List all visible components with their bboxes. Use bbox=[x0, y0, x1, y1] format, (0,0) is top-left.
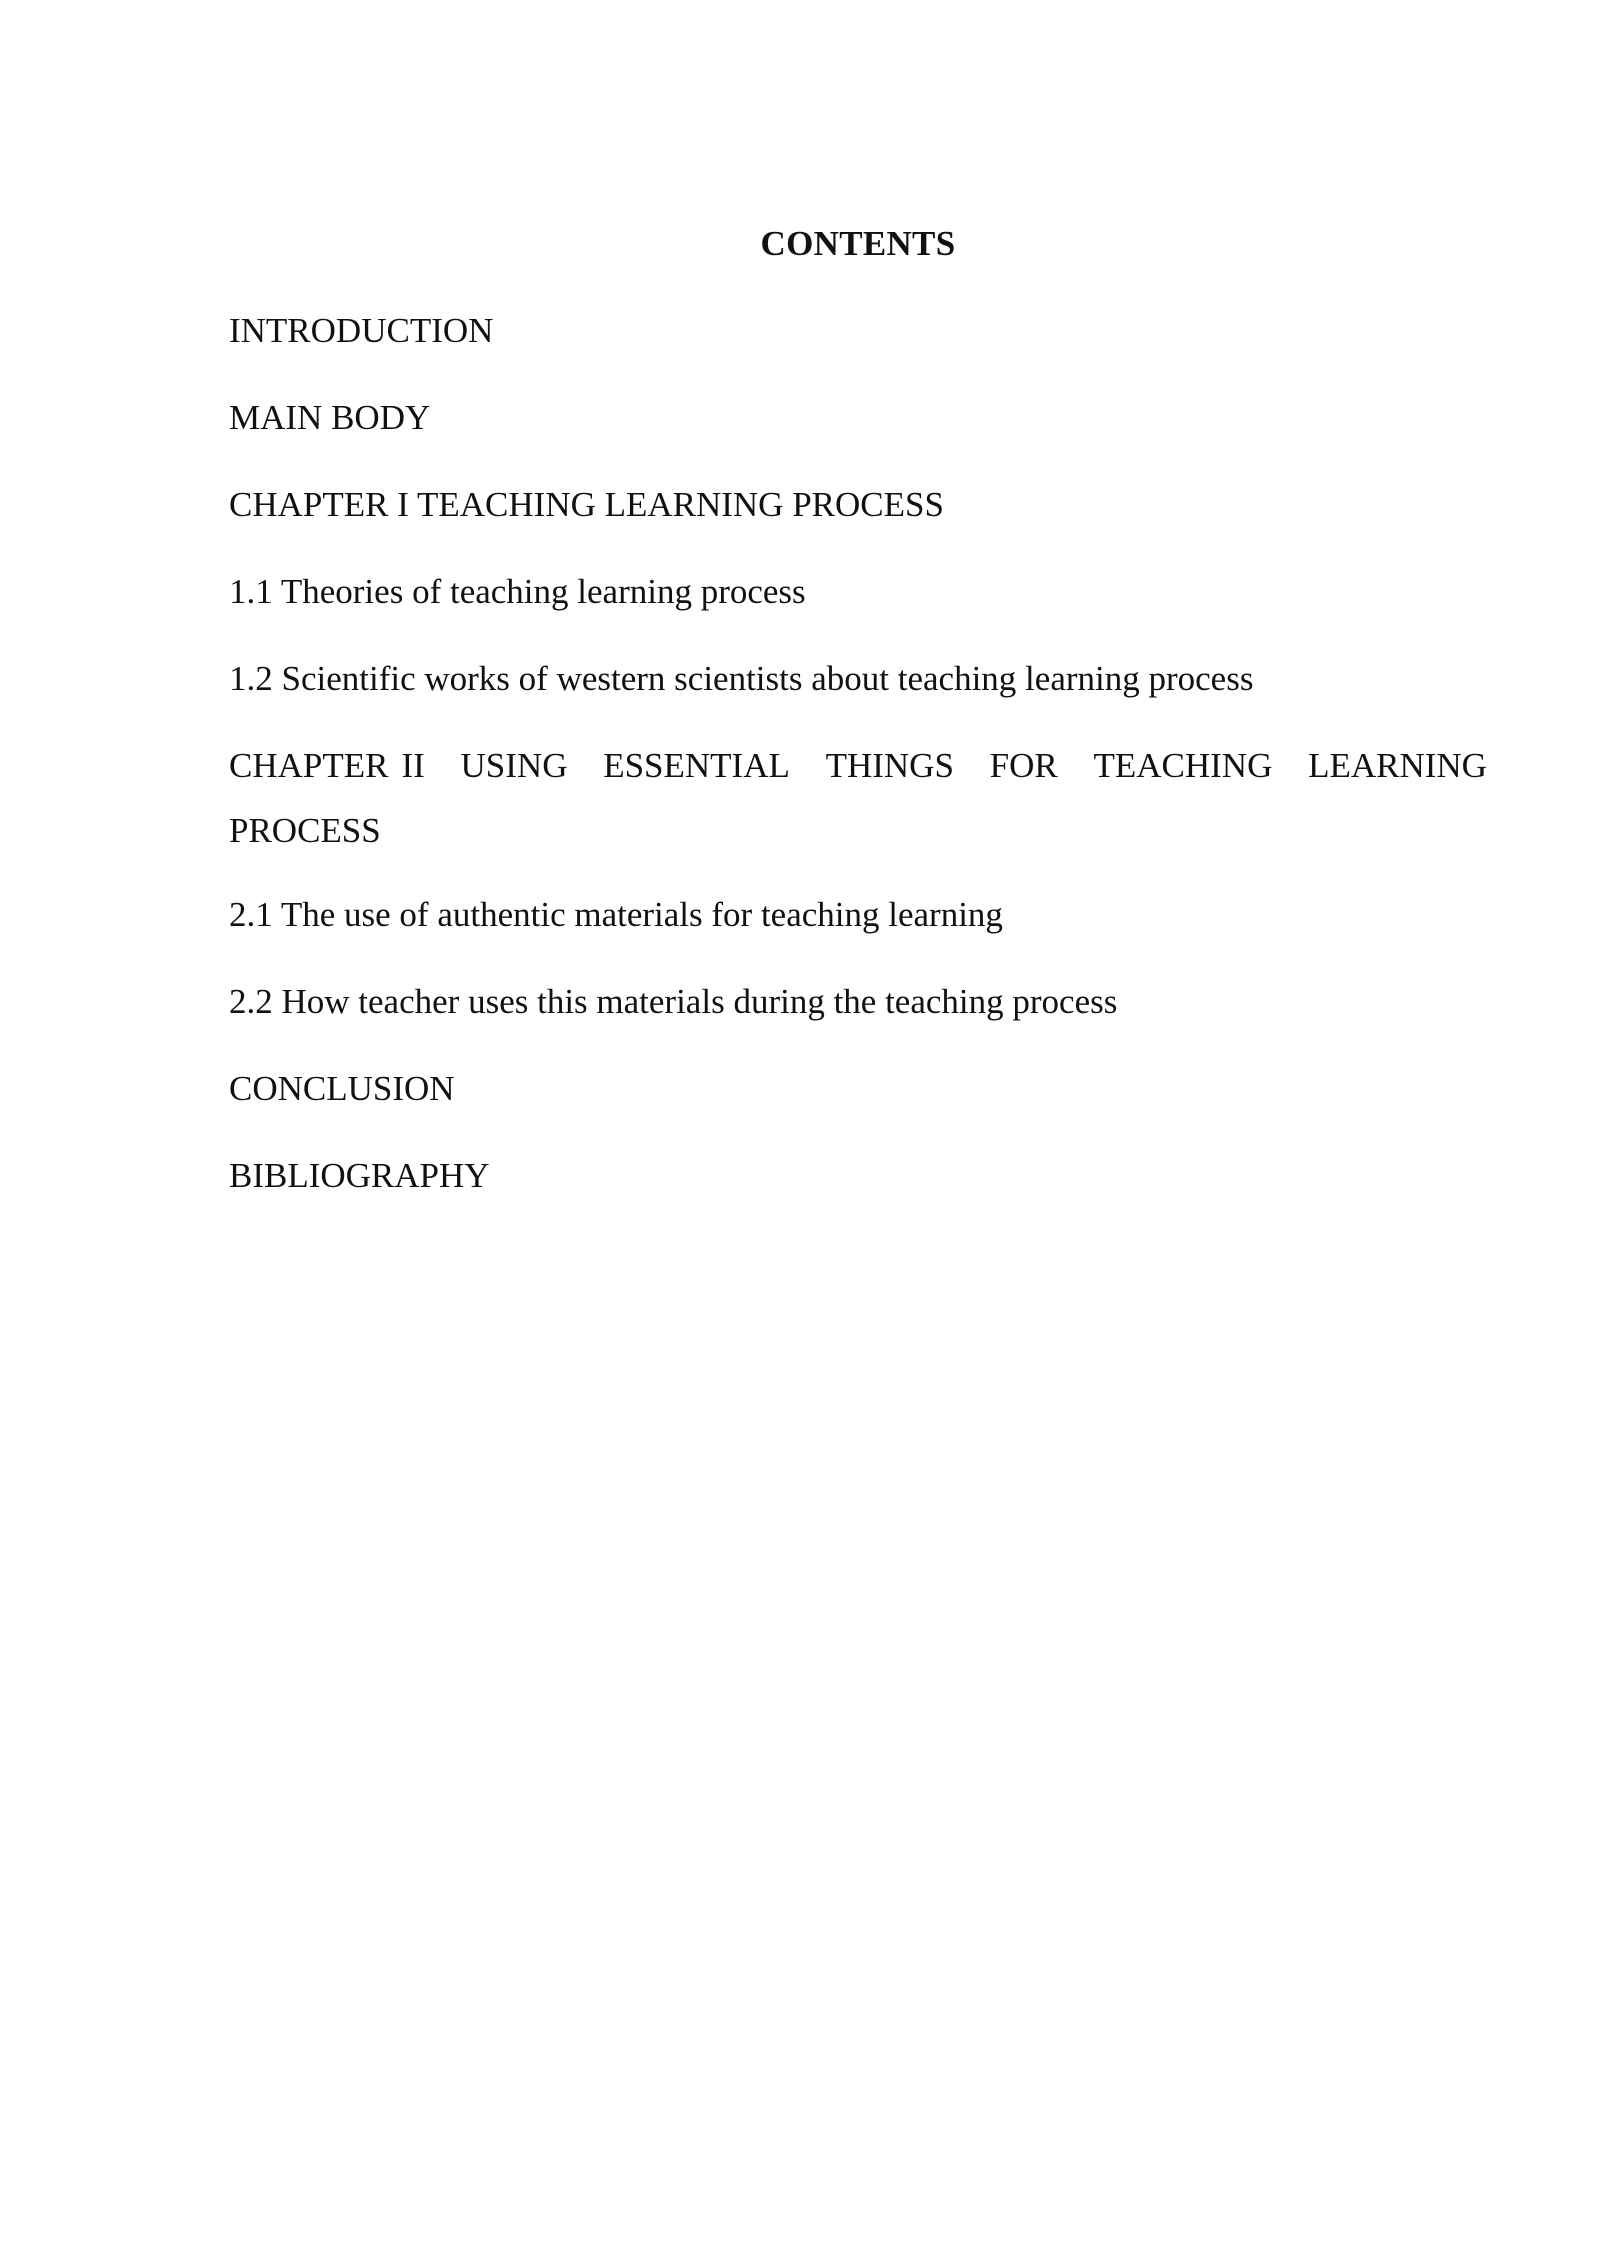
page-title: CONTENTS bbox=[760, 224, 956, 263]
toc-entry-section-2-2: 2.2 How teacher uses this materials during the teaching process bbox=[229, 982, 1118, 1021]
chapter-2-word: USING bbox=[460, 746, 568, 785]
chapter-2-title-continuation: PROCESS bbox=[229, 811, 381, 850]
toc-entry-section-2-1: 2.1 The use of authentic materials for teaching learning bbox=[229, 895, 1003, 934]
toc-list bbox=[229, 302, 1487, 1205]
chapter-2-title-line bbox=[229, 733, 1487, 798]
toc-entry-main-body: MAIN BODY bbox=[229, 398, 431, 437]
chapter-2-word: ESSENTIAL bbox=[603, 746, 790, 785]
toc-entry-section-1-1: 1.1 Theories of teaching learning process bbox=[229, 572, 806, 611]
toc-entry-section-1-2: 1.2 Scientific works of western scientists about teaching learning process bbox=[229, 659, 1254, 698]
chapter-2-label bbox=[229, 733, 425, 798]
chapter-2-word: TEACHING bbox=[1093, 746, 1273, 785]
toc-entry-introduction: INTRODUCTION bbox=[229, 311, 494, 350]
toc-entry-chapter-1: CHAPTER I TEACHING LEARNING PROCESS bbox=[229, 485, 944, 524]
chapter-2-word: CHAPTER bbox=[229, 746, 389, 785]
chapter-2-word: LEARNING bbox=[1308, 746, 1487, 785]
chapter-2-word: II bbox=[401, 746, 425, 785]
chapter-2-word: FOR bbox=[989, 746, 1058, 785]
chapter-2-word: THINGS bbox=[825, 746, 954, 785]
toc-entry-chapter-2 bbox=[229, 733, 1487, 863]
table-of-contents bbox=[229, 215, 1487, 1234]
toc-entry-conclusion: CONCLUSION bbox=[229, 1069, 455, 1108]
toc-entry-bibliography: BIBLIOGRAPHY bbox=[229, 1156, 490, 1195]
